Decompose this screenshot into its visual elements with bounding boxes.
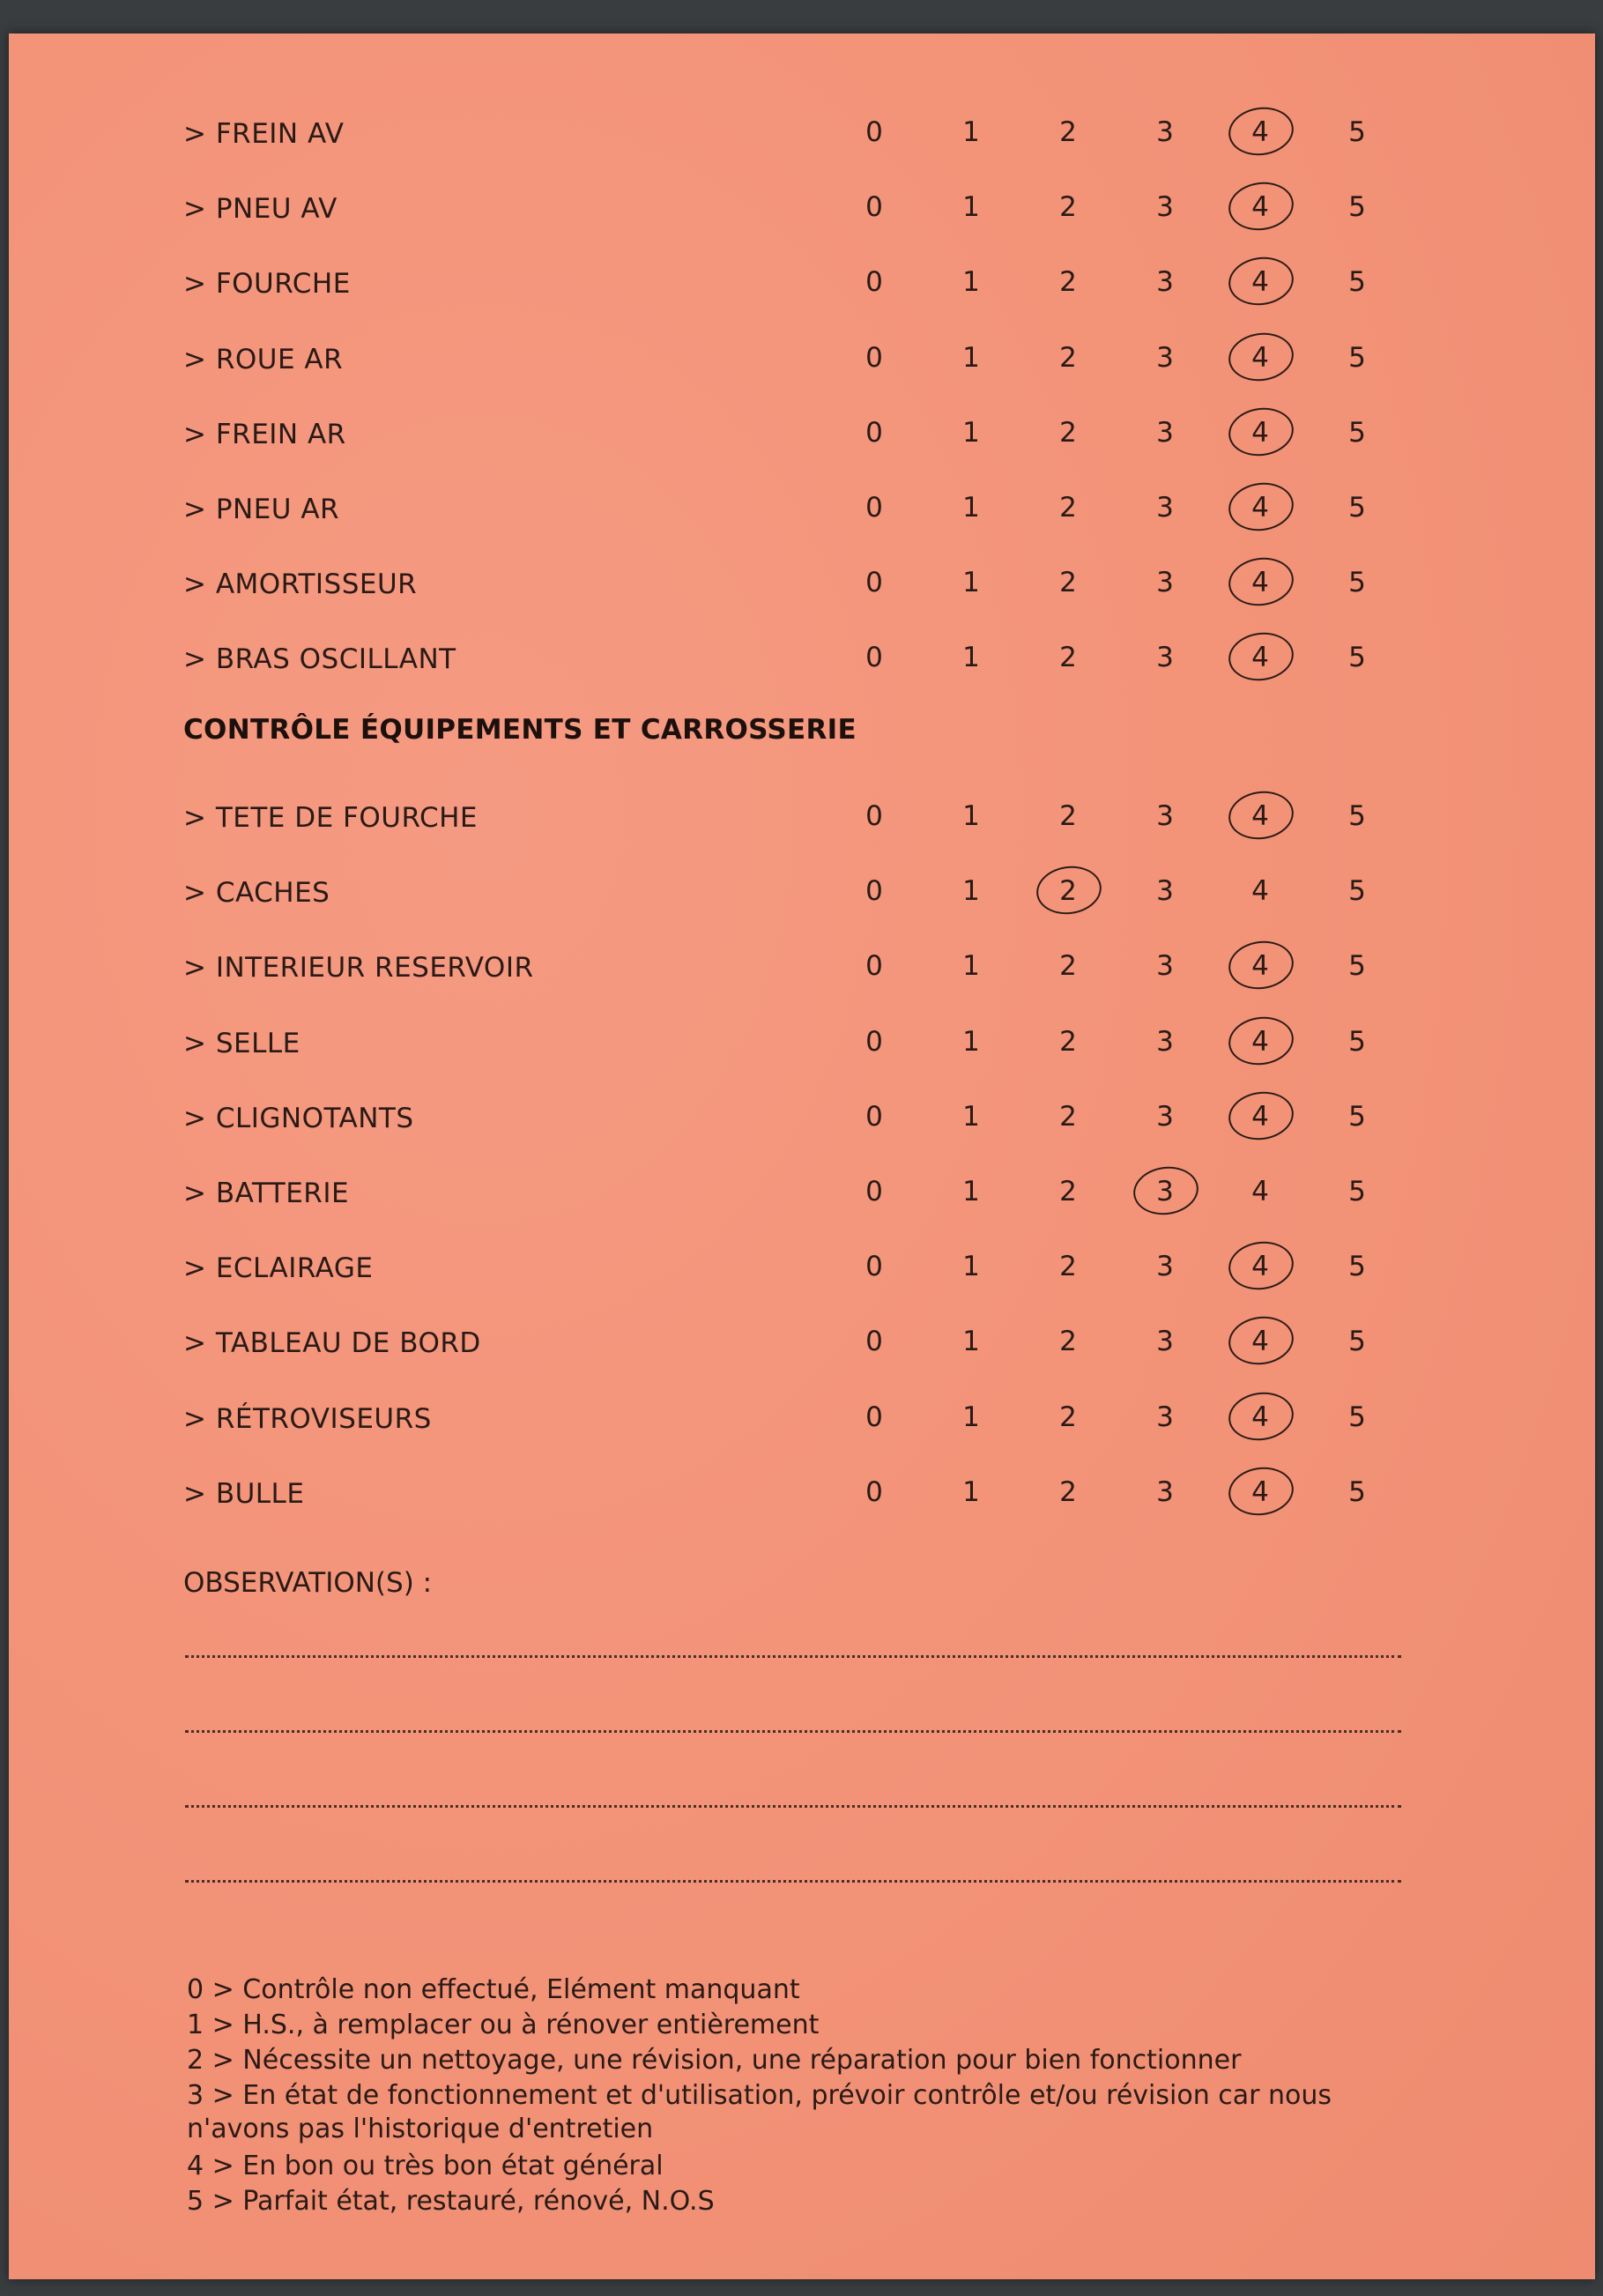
checklist-row	[9, 1466, 1595, 1519]
score-option[interactable]: 0	[865, 116, 883, 148]
observations-label: OBSERVATION(S) :	[183, 1567, 433, 1599]
score-option-selected[interactable]: 4	[1225, 492, 1295, 524]
score-option[interactable]: 2	[1059, 1100, 1077, 1133]
inspection-sheet	[9, 33, 1595, 2279]
score-option[interactable]: 5	[1348, 1100, 1366, 1133]
score-option[interactable]: 5	[1348, 950, 1366, 983]
checklist-item-label: > PNEU AR	[183, 494, 340, 525]
checklist-row	[9, 940, 1595, 992]
score-option-selected[interactable]: 4	[1225, 950, 1295, 982]
checklist-row	[9, 256, 1595, 308]
score-option-selected[interactable]: 4	[1225, 1026, 1295, 1058]
score-option[interactable]: 0	[865, 266, 883, 299]
legend-line: 0 > Contrôle non effectué, Elément manquant	[187, 1974, 800, 2005]
legend-line: 3 > En état de fonctionnement et d'utilisation, prévoir contrôle et/ou révision car nous	[187, 2080, 1332, 2111]
score-option[interactable]: 0	[865, 950, 883, 983]
observation-line	[185, 1880, 1401, 1883]
score-option[interactable]: 2	[1059, 567, 1077, 599]
score-option[interactable]: 5	[1348, 1025, 1366, 1058]
score-option[interactable]: 5	[1348, 116, 1366, 148]
score-option[interactable]: 2	[1059, 1475, 1077, 1508]
checklist-row	[9, 1315, 1595, 1368]
score-option[interactable]: 0	[865, 341, 883, 374]
checklist-row	[9, 331, 1595, 384]
section-title: CONTRÔLE ÉQUIPEMENTS ET CARROSSERIE	[183, 714, 857, 746]
checklist-row	[9, 181, 1595, 234]
checklist-row	[9, 631, 1595, 684]
score-option[interactable]: 1	[962, 875, 980, 908]
score-option[interactable]: 0	[865, 416, 883, 449]
checklist-row	[9, 1240, 1595, 1293]
checklist-item-label: > FREIN AV	[183, 118, 345, 150]
legend-line: 1 > H.S., à remplacer ou à rénover entièrement	[187, 2010, 820, 2040]
score-option[interactable]: 5	[1348, 1475, 1366, 1508]
checklist-item-label: > TABLEAU DE BORD	[183, 1327, 481, 1360]
checklist-item-label: > SELLE	[183, 1027, 301, 1059]
score-option[interactable]: 1	[962, 116, 980, 148]
score-option[interactable]: 5	[1348, 1326, 1366, 1358]
score-option[interactable]: 1	[962, 191, 980, 224]
checklist-item-label: > CACHES	[183, 877, 330, 910]
score-option[interactable]: 3	[1156, 492, 1174, 524]
score-option[interactable]: 3	[1156, 642, 1174, 674]
checklist-item-label: > CLIGNOTANTS	[183, 1102, 414, 1134]
score-option-selected[interactable]: 4	[1225, 1101, 1295, 1133]
score-option[interactable]: 3	[1156, 567, 1174, 599]
score-option[interactable]: 1	[962, 266, 980, 299]
score-option[interactable]: 3	[1156, 341, 1174, 374]
checklist-row	[9, 1015, 1595, 1068]
score-option[interactable]: 1	[962, 1326, 980, 1358]
score-option[interactable]: 5	[1348, 800, 1366, 832]
score-option[interactable]: 5	[1348, 266, 1366, 299]
score-option[interactable]: 0	[865, 1025, 883, 1058]
score-option[interactable]: 2	[1059, 1025, 1077, 1058]
checklist-item-label: > TETE DE FOURCHE	[183, 802, 478, 834]
score-option[interactable]: 0	[865, 567, 883, 599]
score-option[interactable]: 3	[1156, 266, 1174, 299]
score-option[interactable]: 2	[1059, 116, 1077, 148]
checklist-row	[9, 865, 1595, 918]
score-option[interactable]: 1	[962, 642, 980, 674]
score-option[interactable]: 4	[1251, 1176, 1269, 1207]
score-option[interactable]: 5	[1348, 492, 1366, 524]
score-option[interactable]: 3	[1156, 800, 1174, 832]
score-option-selected[interactable]: 4	[1225, 567, 1295, 598]
score-option[interactable]: 3	[1156, 116, 1174, 148]
score-option[interactable]: 3	[1156, 1100, 1174, 1133]
checklist-row	[9, 1090, 1595, 1143]
score-option[interactable]: 5	[1348, 341, 1366, 374]
score-option[interactable]: 3	[1156, 1025, 1174, 1058]
score-option[interactable]: 0	[865, 642, 883, 674]
score-option[interactable]: 3	[1156, 875, 1174, 908]
score-option[interactable]: 0	[865, 1251, 883, 1283]
legend-line: n'avons pas l'historique d'entretien	[187, 2114, 654, 2144]
checklist-item-label: > PNEU AV	[183, 193, 338, 226]
checklist-item-label: > AMORTISSEUR	[183, 568, 418, 601]
score-option-selected[interactable]: 4	[1225, 1326, 1295, 1357]
score-option[interactable]: 3	[1156, 1326, 1174, 1358]
score-option-selected[interactable]: 4	[1225, 266, 1295, 298]
checklist-item-label: > ROUE AR	[183, 343, 344, 375]
score-option[interactable]: 2	[1059, 1176, 1077, 1207]
legend-line: 2 > Nécessite un nettoyage, une révision, une réparation pour bien fonctionner	[187, 2045, 1242, 2076]
checklist-row	[9, 1165, 1595, 1218]
score-option[interactable]: 2	[1059, 1326, 1077, 1358]
score-option[interactable]: 2	[1059, 1401, 1077, 1433]
checklist-row	[9, 106, 1595, 159]
score-option[interactable]: 0	[865, 1100, 883, 1133]
score-option[interactable]: 1	[962, 1251, 980, 1283]
score-option[interactable]: 3	[1156, 191, 1174, 224]
score-option[interactable]: 0	[865, 1401, 883, 1433]
score-option-selected[interactable]: 4	[1225, 342, 1295, 374]
legend-line: 4 > En bon ou très bon état général	[187, 2151, 664, 2181]
score-option[interactable]: 5	[1348, 567, 1366, 599]
checklist-row	[9, 481, 1595, 534]
score-option[interactable]: 5	[1348, 1401, 1366, 1433]
observation-line	[185, 1805, 1401, 1808]
score-option[interactable]: 0	[865, 191, 883, 224]
score-option-selected[interactable]: 4	[1225, 800, 1295, 832]
score-option[interactable]: 2	[1059, 800, 1077, 832]
score-option-selected[interactable]: 3	[1130, 1176, 1200, 1207]
score-option[interactable]: 2	[1059, 492, 1077, 524]
score-option[interactable]: 3	[1156, 1401, 1174, 1433]
score-option[interactable]: 5	[1348, 642, 1366, 674]
checklist-row	[9, 406, 1595, 459]
score-option-selected[interactable]: 2	[1033, 875, 1103, 907]
checklist-item-label: > RÉTROVISEURS	[183, 1402, 432, 1435]
checklist-row	[9, 790, 1595, 843]
score-option[interactable]: 2	[1059, 416, 1077, 449]
observation-line	[185, 1730, 1401, 1733]
score-option[interactable]: 1	[962, 1025, 980, 1058]
score-option[interactable]: 2	[1059, 191, 1077, 224]
score-option[interactable]: 3	[1156, 1251, 1174, 1283]
observation-line	[185, 1655, 1401, 1658]
score-option[interactable]: 1	[962, 567, 980, 599]
score-option[interactable]: 5	[1348, 1176, 1366, 1207]
score-option[interactable]: 3	[1156, 950, 1174, 983]
score-option[interactable]: 5	[1348, 416, 1366, 449]
score-option[interactable]: 1	[962, 492, 980, 524]
score-option[interactable]: 4	[1251, 875, 1269, 908]
score-option[interactable]: 1	[962, 950, 980, 983]
checklist-item-label: > BULLE	[183, 1477, 305, 1510]
score-option-selected[interactable]: 4	[1225, 116, 1295, 148]
score-option-selected[interactable]: 4	[1225, 1251, 1295, 1282]
checklist-item-label: > BRAS OSCILLANT	[183, 643, 456, 676]
score-option-selected[interactable]: 4	[1225, 1401, 1295, 1433]
score-option[interactable]: 1	[962, 416, 980, 449]
score-option[interactable]: 0	[865, 800, 883, 832]
checklist-row	[9, 1391, 1595, 1444]
score-option[interactable]: 1	[962, 1401, 980, 1433]
score-option[interactable]: 0	[865, 492, 883, 524]
checklist-item-label: > FREIN AR	[183, 418, 346, 450]
score-option[interactable]: 5	[1348, 1251, 1366, 1283]
checklist-item-label: > BATTERIE	[183, 1178, 350, 1209]
checklist-row	[9, 556, 1595, 609]
score-option[interactable]: 1	[962, 341, 980, 374]
score-option[interactable]: 1	[962, 1176, 980, 1207]
score-option[interactable]: 1	[962, 1475, 980, 1508]
score-option[interactable]: 2	[1059, 341, 1077, 374]
score-option[interactable]: 3	[1156, 1475, 1174, 1508]
score-option-selected[interactable]: 4	[1225, 417, 1295, 449]
score-option-selected[interactable]: 4	[1225, 1476, 1295, 1508]
checklist-item-label: > ECLAIRAGE	[183, 1252, 374, 1285]
score-option[interactable]: 0	[865, 875, 883, 908]
score-option[interactable]: 2	[1059, 642, 1077, 674]
legend-line: 5 > Parfait état, restauré, rénové, N.O.S	[187, 2186, 715, 2217]
score-option-selected[interactable]: 4	[1225, 642, 1295, 673]
score-option[interactable]: 3	[1156, 416, 1174, 449]
score-option[interactable]: 1	[962, 1100, 980, 1133]
score-option[interactable]: 5	[1348, 191, 1366, 224]
score-option[interactable]: 0	[865, 1176, 883, 1207]
score-option[interactable]: 2	[1059, 1251, 1077, 1283]
score-option[interactable]: 0	[865, 1326, 883, 1358]
score-option-selected[interactable]: 4	[1225, 191, 1295, 223]
checklist-item-label: > FOURCHE	[183, 268, 351, 301]
score-option[interactable]: 1	[962, 800, 980, 832]
score-option[interactable]: 2	[1059, 950, 1077, 983]
score-option[interactable]: 5	[1348, 875, 1366, 908]
checklist-item-label: > INTERIEUR RESERVOIR	[183, 952, 534, 985]
score-option[interactable]: 2	[1059, 266, 1077, 299]
score-option[interactable]: 0	[865, 1475, 883, 1508]
